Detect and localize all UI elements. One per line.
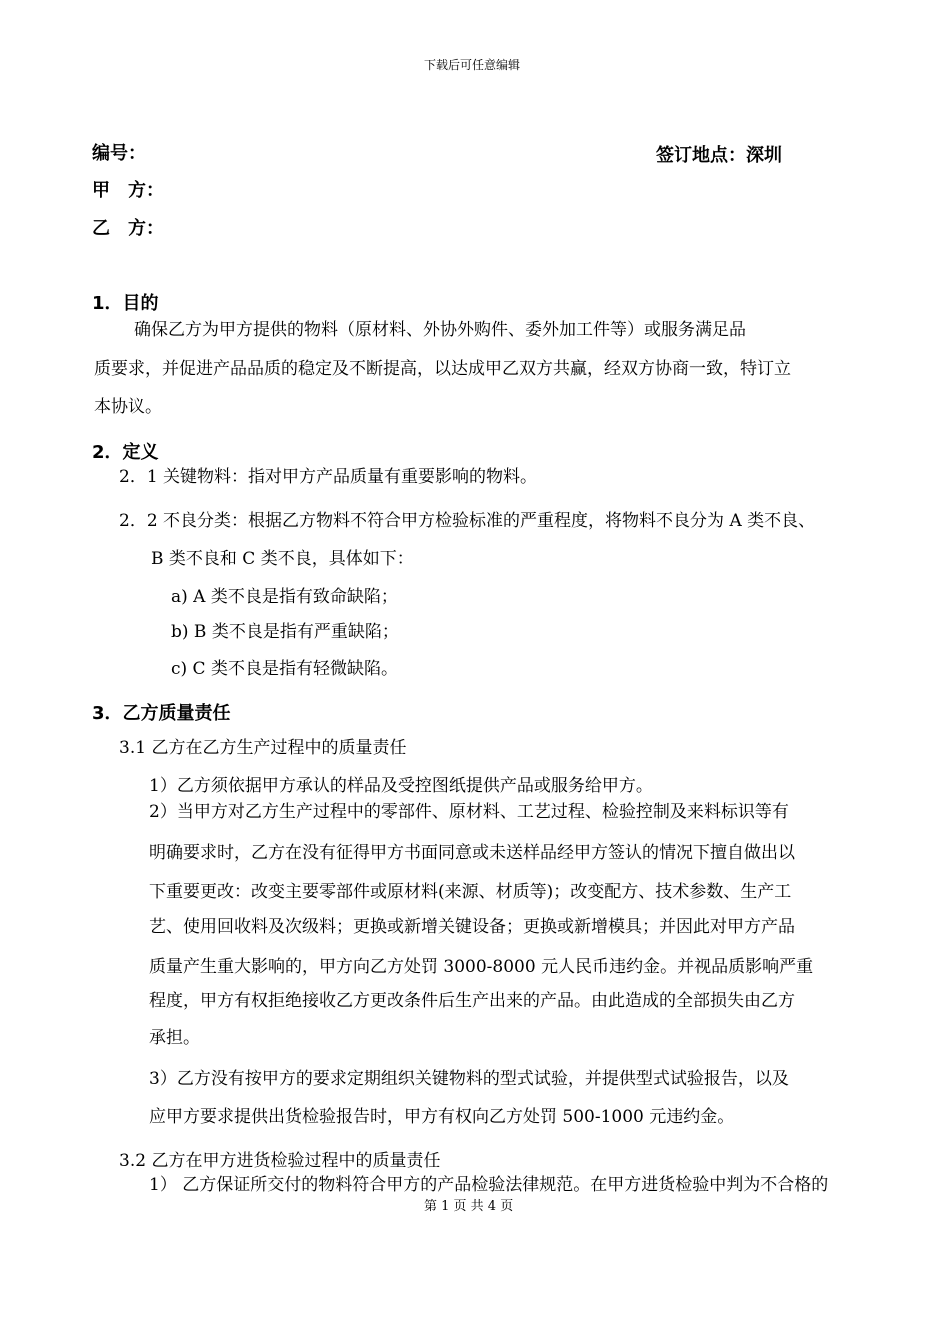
clause-3-1-2-line: 承担。 (149, 1028, 200, 1048)
section-2-heading: 2．定义 (92, 442, 159, 463)
page-footer: 第 1 页 共 4 页 (424, 1199, 514, 1214)
defect-class-a: a) A 类不良是指有致命缺陷； (171, 587, 398, 607)
clause-3-1-2-line: 2）当甲方对乙方生产过程中的零部件、原材料、工艺过程、检验控制及来料标识等有 (149, 802, 789, 822)
clause-3-1-2-line: 质量产生重大影响的，甲方向乙方处罚 3000-8000 元人民币违约金。并视品质影响严重 (149, 957, 814, 977)
clause-3-1-2-line: 明确要求时，乙方在没有征得甲方书面同意或未送样品经甲方签认的情况下擅自做出以 (149, 843, 795, 863)
section-1-line: 质要求，并促进产品品质的稳定及不断提高，以达成甲乙双方共赢，经双方协商一致，特订立 (94, 359, 791, 379)
definition-defect-class-line: 2．2 不良分类：根据乙方物料不符合甲方检验标准的严重程度，将物料不良分为 A 类不良、 (119, 511, 816, 531)
clause-3-2-1-line: 1） 乙方保证所交付的物料符合甲方的产品检验法律规范。在甲方进货检验中判为不合格的 (149, 1175, 829, 1195)
section-1-line: 确保乙方为甲方提供的物料（原材料、外协外购件、委外加工件等）或服务满足品 (134, 320, 746, 340)
party-b-label: 乙 方： (92, 218, 164, 239)
subsection-3-1-title: 3.1 乙方在乙方生产过程中的质量责任 (119, 738, 407, 758)
clause-3-1-2-line: 艺、使用回收料及次级料；更换或新增关键设备；更换或新增模具；并因此对甲方产品 (149, 917, 795, 937)
section-3-heading: 3．乙方质量责任 (92, 703, 231, 724)
subsection-3-2-title: 3.2 乙方在甲方进货检验过程中的质量责任 (119, 1151, 441, 1171)
signing-location: 签订地点：深圳 (656, 145, 782, 166)
section-1-line: 本协议。 (94, 397, 162, 417)
section-1-heading: 1．目的 (92, 293, 159, 314)
clause-3-1-2-line: 下重要更改：改变主要零部件或原材料(来源、材质等)；改变配方、技术参数、生产工 (149, 882, 792, 902)
clause-3-1-3-line: 应甲方要求提供出货检验报告时，甲方有权向乙方处罚 500-1000 元违约金。 (149, 1107, 735, 1127)
definition-key-material: 2．1 关键物料：指对甲方产品质量有重要影响的物料。 (119, 467, 538, 487)
clause-3-1-1: 1）乙方须依据甲方承认的样品及受控图纸提供产品或服务给甲方。 (149, 776, 653, 796)
definition-defect-class-line: B 类不良和 C 类不良，具体如下： (151, 549, 414, 569)
defect-class-b: b) B 类不良是指有严重缺陷； (171, 622, 399, 642)
contract-number-label: 编号： (92, 143, 146, 164)
defect-class-c: c) C 类不良是指有轻微缺陷。 (171, 659, 398, 679)
header-note: 下载后可任意编辑 (424, 58, 521, 72)
party-a-label: 甲 方： (92, 180, 164, 201)
clause-3-1-3-line: 3）乙方没有按甲方的要求定期组织关键物料的型式试验，并提供型式试验报告，以及 (149, 1069, 789, 1089)
clause-3-1-2-line: 程度，甲方有权拒绝接收乙方更改条件后生产出来的产品。由此造成的全部损失由乙方 (149, 991, 795, 1011)
